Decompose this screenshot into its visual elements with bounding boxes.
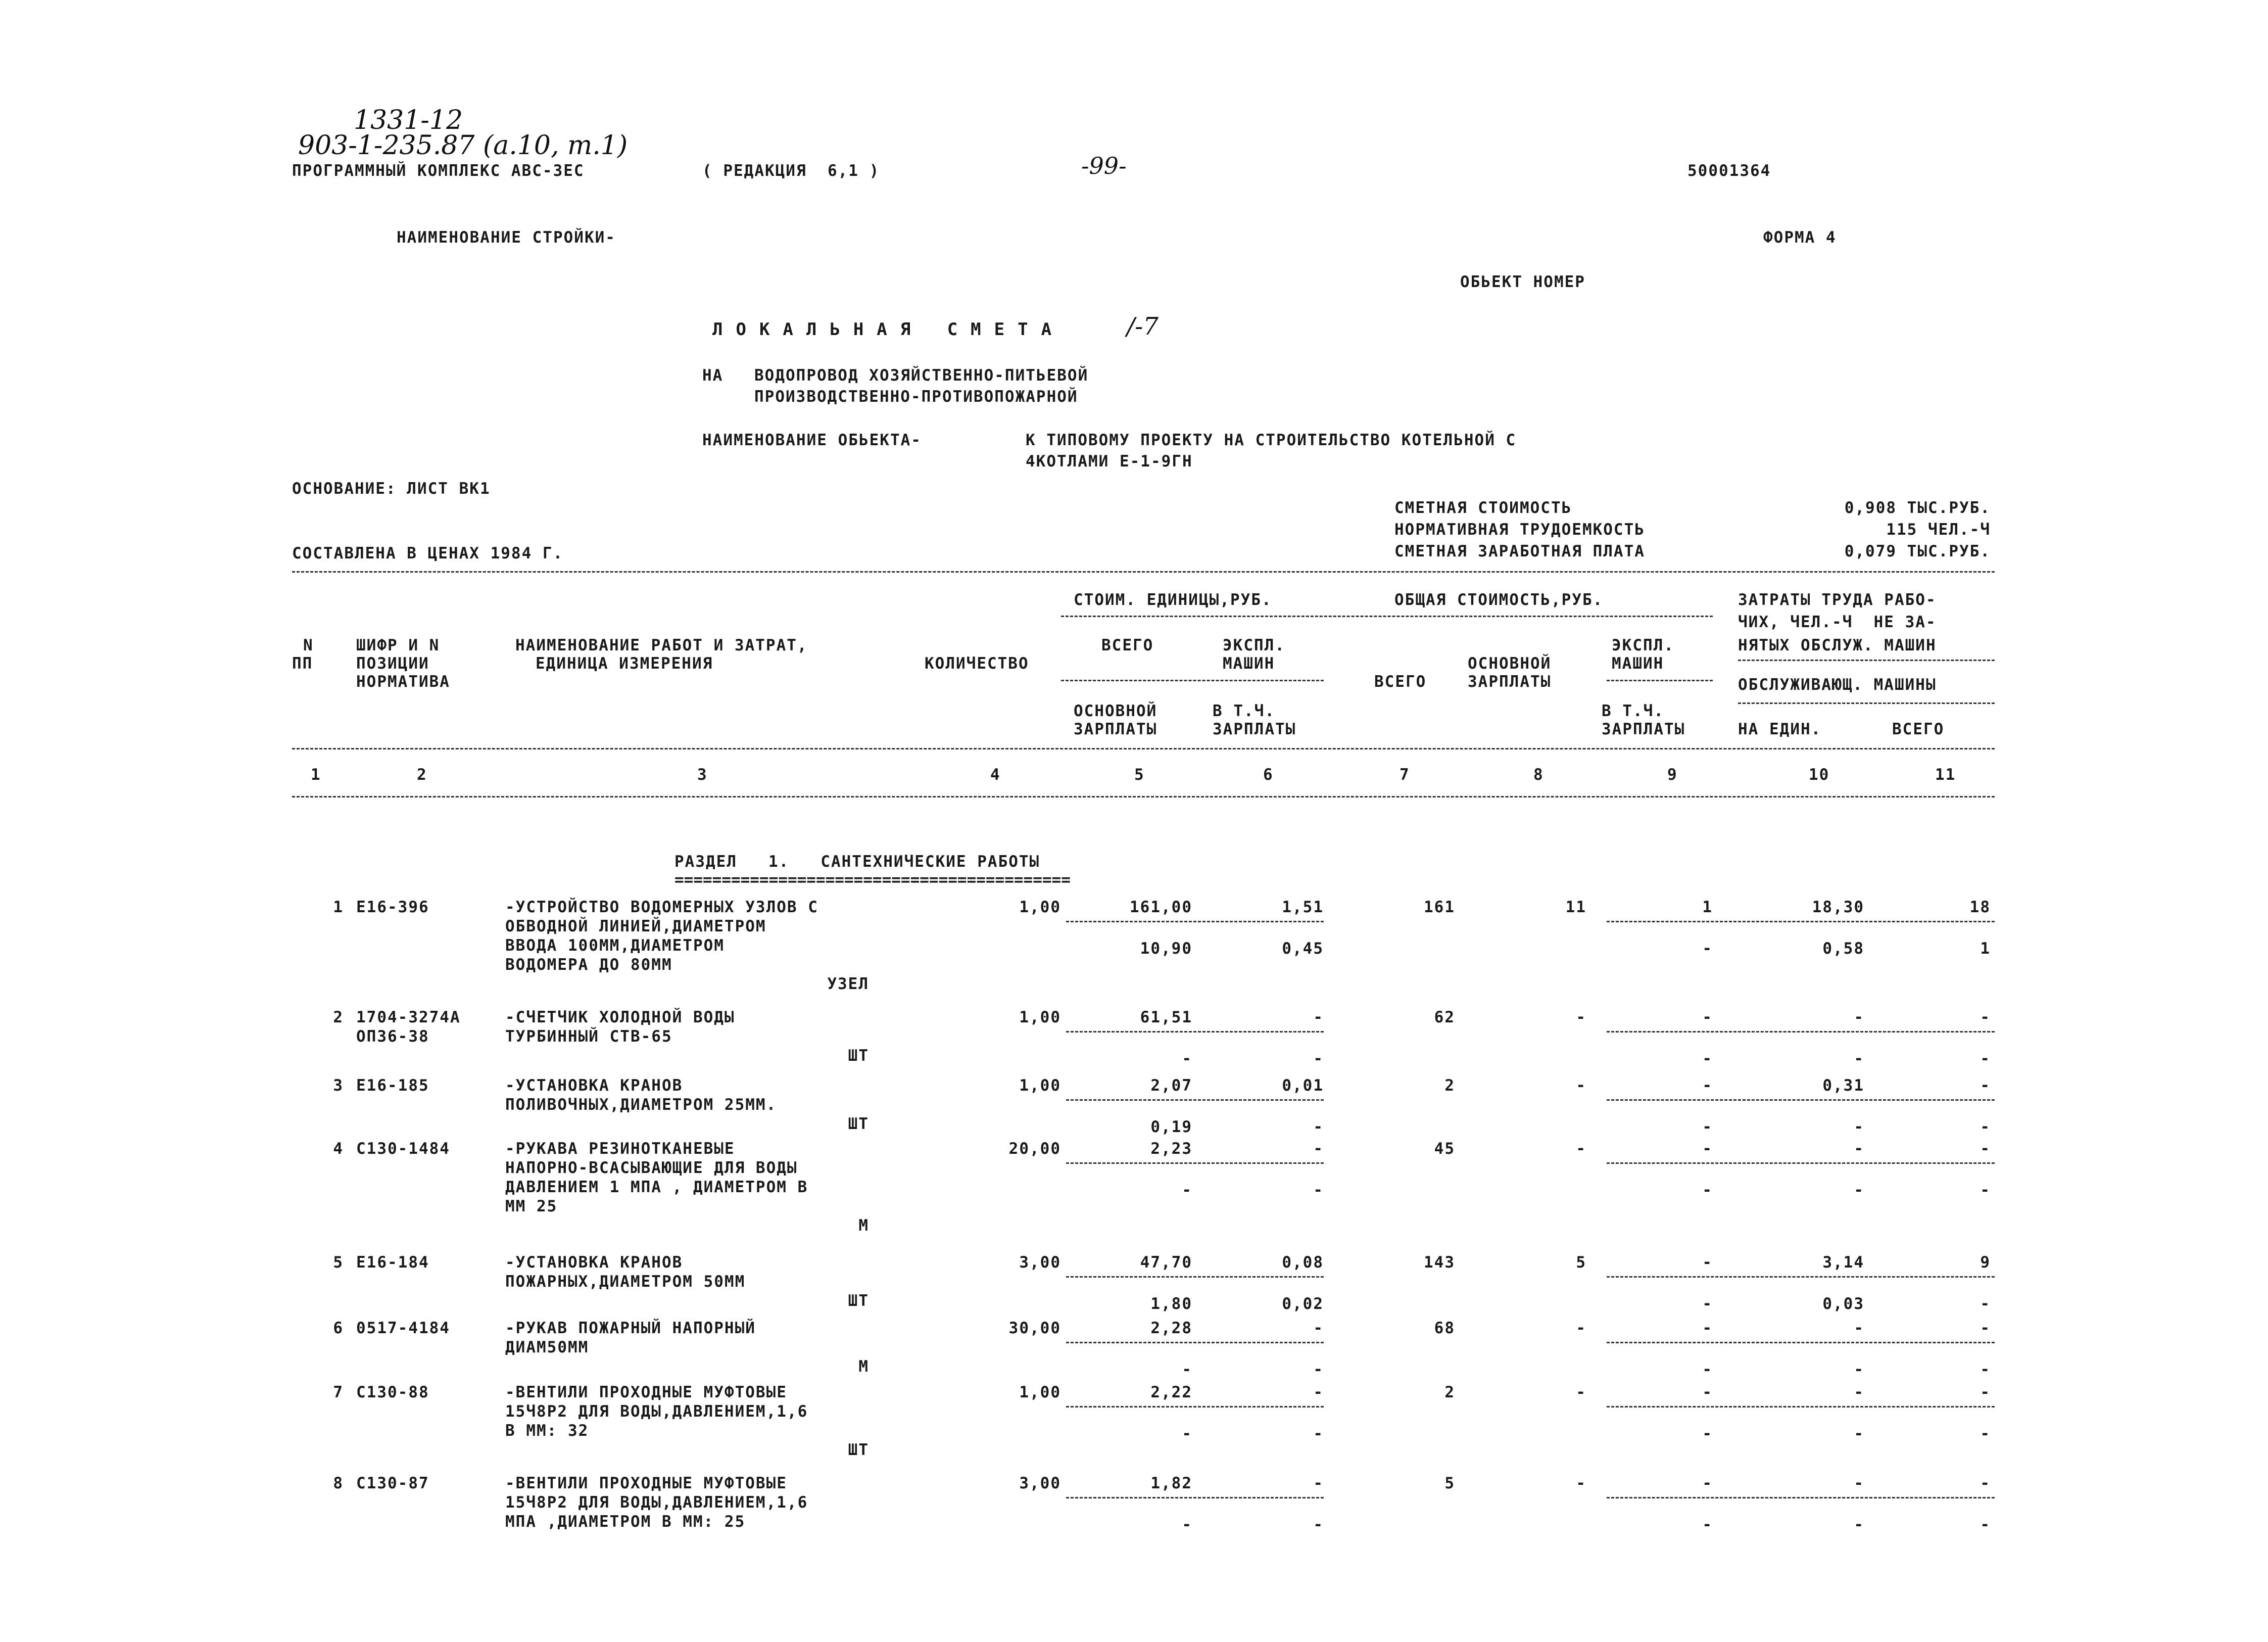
row-sub-rule bbox=[1607, 1276, 1995, 1278]
col9-label-incl: В Т.Ч. bbox=[1602, 702, 1664, 720]
col-code-label-2: ПОЗИЦИИ bbox=[356, 654, 429, 673]
row-total-expl-wage: - bbox=[1702, 1516, 1713, 1534]
row-name-line: ММ 25 bbox=[505, 1197, 558, 1215]
row-total-wage: - bbox=[1576, 1076, 1586, 1095]
row-unit-wage: - bbox=[1182, 1050, 1192, 1068]
row-unit-wage: 0,19 bbox=[1150, 1118, 1192, 1136]
program-name: ПРОГРАММНЫЙ КОМПЛЕКС АВС-3ЕС bbox=[292, 162, 585, 180]
row-number: 4 bbox=[333, 1140, 344, 1158]
row-qty: 3,00 bbox=[1019, 1253, 1061, 1272]
row-total-expl: - bbox=[1702, 1383, 1713, 1401]
col7-label-all: ВСЕГО bbox=[1374, 673, 1427, 691]
row-number: 8 bbox=[333, 1474, 344, 1492]
row-total-expl: - bbox=[1702, 1076, 1713, 1095]
col6-label-mach: МАШИН bbox=[1223, 654, 1275, 673]
row-unit: М bbox=[858, 1216, 869, 1235]
row-total-wage: - bbox=[1576, 1474, 1586, 1492]
unit-cost-sub-rule bbox=[1061, 680, 1324, 681]
labor-rule-1 bbox=[1738, 660, 1995, 661]
col-pp-label: ПП bbox=[292, 654, 313, 673]
row-total-expl: - bbox=[1702, 1140, 1713, 1158]
col9-label-expl: ЭКСПЛ. bbox=[1612, 636, 1674, 654]
column-number: 10 bbox=[1809, 766, 1830, 784]
row-unit-wage-expl: - bbox=[1313, 1516, 1324, 1534]
row-name-line: -ВЕНТИЛИ ПРОХОДНЫЕ МУФТОВЫЕ bbox=[505, 1474, 787, 1492]
row-unit-cost-all: 2,22 bbox=[1150, 1383, 1192, 1401]
row-labor-total-2: - bbox=[1980, 1360, 1991, 1379]
document-code: 50001364 bbox=[1687, 162, 1771, 180]
object-name-line-2: 4КОТЛАМИ Е-1-9ГН bbox=[1026, 452, 1193, 471]
row-labor-unit-2: - bbox=[1854, 1118, 1864, 1136]
row-labor-unit: - bbox=[1854, 1008, 1864, 1026]
row-total-expl: - bbox=[1702, 1474, 1713, 1492]
row-sub-rule bbox=[1607, 1342, 1995, 1343]
row-labor-total: - bbox=[1980, 1383, 1991, 1401]
labor-label-1: ЗАТРАТЫ ТРУДА РАБО- bbox=[1738, 591, 1937, 609]
price-basis: СОСТАВЛЕНА В ЦЕНАХ 1984 Г. bbox=[292, 544, 564, 562]
row-unit-cost-expl: 0,08 bbox=[1282, 1253, 1324, 1272]
row-total-wage: 5 bbox=[1576, 1253, 1586, 1272]
row-total-expl: 1 bbox=[1702, 898, 1713, 916]
row-number: 6 bbox=[333, 1319, 344, 1337]
row-total-expl: - bbox=[1702, 1319, 1713, 1337]
row-total: 62 bbox=[1434, 1008, 1455, 1026]
row-sub-rule bbox=[1066, 921, 1324, 922]
row-unit-wage: - bbox=[1182, 1425, 1192, 1443]
object-name-label: НАИМЕНОВАНИЕ ОБЬЕКТА- bbox=[702, 431, 922, 449]
row-sub-rule bbox=[1607, 1497, 1995, 1498]
row-unit: ШТ bbox=[848, 1441, 869, 1459]
section-title: РАЗДЕЛ 1. САНТЕХНИЧЕСКИЕ РАБОТЫ bbox=[674, 853, 1040, 871]
row-unit: М bbox=[858, 1357, 869, 1376]
row-sub-rule bbox=[1607, 921, 1995, 922]
column-number: 4 bbox=[990, 766, 1001, 784]
row-unit-wage-expl: 0,02 bbox=[1282, 1295, 1324, 1313]
handwritten-project-number: 903-1-235.87 (а.10, т.1) bbox=[298, 130, 628, 161]
col8-label-wage: ЗАРПЛАТЫ bbox=[1468, 673, 1552, 691]
row-total: 143 bbox=[1424, 1253, 1455, 1272]
row-total-expl-wage: - bbox=[1702, 1425, 1713, 1443]
row-name-line: ОБВОДНОЙ ЛИНИЕЙ,ДИАМЕТРОМ bbox=[505, 917, 766, 935]
row-qty: 1,00 bbox=[1019, 1008, 1061, 1026]
row-labor-unit: 3,14 bbox=[1822, 1253, 1864, 1272]
row-unit-cost-all: 2,07 bbox=[1150, 1076, 1192, 1095]
col-unit-cost-label: СТОИМ. ЕДИНИЦЫ,РУБ. bbox=[1074, 591, 1272, 609]
row-unit-cost-all: 47,70 bbox=[1140, 1253, 1192, 1272]
row-labor-unit-2: - bbox=[1854, 1360, 1864, 1379]
row-sub-rule bbox=[1066, 1031, 1324, 1033]
summary-value-cost: 0,908 ТЫС.РУБ. bbox=[1844, 499, 1991, 517]
row-name-line: 15Ч8Р2 ДЛЯ ВОДЫ,ДАВЛЕНИЕМ,1,6 bbox=[505, 1493, 808, 1512]
row-total: 5 bbox=[1444, 1474, 1455, 1492]
row-labor-unit: - bbox=[1854, 1474, 1864, 1492]
row-name-line: -УСТАНОВКА КРАНОВ bbox=[505, 1253, 683, 1272]
col-qty-label: КОЛИЧЕСТВО bbox=[925, 654, 1029, 673]
col6-label-incl: В Т.Ч. bbox=[1213, 702, 1275, 720]
section-underline: ========================================== bbox=[674, 871, 1071, 889]
table-head-rule bbox=[292, 748, 1995, 749]
row-code: Е16-184 bbox=[356, 1253, 429, 1272]
row-total-wage: 11 bbox=[1565, 898, 1586, 916]
row-name-line: 15Ч8Р2 ДЛЯ ВОДЫ,ДАВЛЕНИЕМ,1,6 bbox=[505, 1402, 808, 1421]
row-sub-rule bbox=[1066, 1342, 1324, 1343]
row-labor-total: - bbox=[1980, 1474, 1991, 1492]
row-labor-unit: 0,31 bbox=[1822, 1076, 1864, 1095]
row-unit: ШТ bbox=[848, 1292, 869, 1310]
row-labor-unit-2: - bbox=[1854, 1181, 1864, 1199]
row-sub-rule bbox=[1607, 1162, 1995, 1164]
row-code: 1704-3274А bbox=[356, 1008, 461, 1026]
column-number: 7 bbox=[1400, 766, 1410, 784]
row-sub-rule bbox=[1607, 1406, 1995, 1408]
row-unit: УЗЕЛ bbox=[827, 975, 869, 993]
col9-sub-rule bbox=[1607, 680, 1713, 681]
row-name-line: -УСТАНОВКА КРАНОВ bbox=[505, 1076, 683, 1095]
page-number: -99- bbox=[1081, 152, 1127, 179]
row-code: С130-88 bbox=[356, 1383, 429, 1401]
row-name-line: МПА ,ДИАМЕТРОМ В ММ: 25 bbox=[505, 1513, 746, 1531]
row-name-line: ВВОДА 100ММ,ДИАМЕТРОМ bbox=[505, 936, 725, 955]
row-labor-total-2: - bbox=[1980, 1050, 1991, 1068]
col5-label-base: ОСНОВНОЙ bbox=[1074, 702, 1157, 720]
col-total-cost-label: ОБЩАЯ СТОИМОСТЬ,РУБ. bbox=[1394, 591, 1604, 609]
row-labor-total: - bbox=[1980, 1008, 1991, 1026]
row-total-expl-wage: - bbox=[1702, 1181, 1713, 1199]
row-labor-total: - bbox=[1980, 1319, 1991, 1337]
row-unit-cost-expl: - bbox=[1313, 1319, 1324, 1337]
row-labor-unit-2: - bbox=[1854, 1425, 1864, 1443]
object-name-line-1: К ТИПОВОМУ ПРОЕКТУ НА СТРОИТЕЛЬСТВО КОТЕЛЬНОЙ С bbox=[1026, 431, 1517, 449]
summary-label-labor: НОРМАТИВНАЯ ТРУДОЕМКОСТЬ bbox=[1394, 521, 1645, 539]
column-number: 1 bbox=[311, 766, 321, 784]
row-name-line: ДАВЛЕНИЕМ 1 МПА , ДИАМЕТРОМ В bbox=[505, 1178, 808, 1196]
row-sub-rule bbox=[1066, 1406, 1324, 1408]
row-total-wage: - bbox=[1576, 1319, 1586, 1337]
row-sub-rule bbox=[1066, 1497, 1324, 1498]
row-labor-unit-2: - bbox=[1854, 1516, 1864, 1534]
row-total-expl-wage: - bbox=[1702, 1050, 1713, 1068]
row-name-line: -РУКАВА РЕЗИНОТКАНЕВЫЕ bbox=[505, 1140, 735, 1158]
row-labor-unit: - bbox=[1854, 1319, 1864, 1337]
column-number: 5 bbox=[1134, 766, 1145, 784]
row-unit-wage-expl: - bbox=[1313, 1050, 1324, 1068]
row-labor-unit-2: 0,03 bbox=[1822, 1295, 1864, 1313]
row-labor-total-2: - bbox=[1980, 1118, 1991, 1136]
row-total: 68 bbox=[1434, 1319, 1455, 1337]
row-sub-rule bbox=[1066, 1162, 1324, 1164]
row-total-expl-wage: - bbox=[1702, 1118, 1713, 1136]
row-unit: ШТ bbox=[848, 1047, 869, 1065]
col-code-label-3: НОРМАТИВА bbox=[356, 673, 450, 691]
col-name-label-1: НАИМЕНОВАНИЕ РАБОТ И ЗАТРАТ, bbox=[515, 636, 808, 654]
row-labor-total: 9 bbox=[1980, 1253, 1991, 1272]
col6-label-expl: ЭКСПЛ. bbox=[1223, 636, 1285, 654]
handwritten-archive-number: 1331-12 bbox=[354, 105, 463, 135]
col9-label-mach: МАШИН bbox=[1612, 654, 1664, 673]
column-number: 6 bbox=[1263, 766, 1274, 784]
row-total: 161 bbox=[1424, 898, 1455, 916]
col-code-label-1: ШИФР И N bbox=[356, 636, 440, 654]
row-unit-cost-expl: - bbox=[1313, 1474, 1324, 1492]
col8-label-base: ОСНОВНОЙ bbox=[1468, 654, 1552, 673]
row-number: 3 bbox=[333, 1076, 344, 1095]
row-unit-cost-all: 1,82 bbox=[1150, 1474, 1192, 1492]
labor-rule-2 bbox=[1738, 702, 1995, 704]
row-qty: 1,00 bbox=[1019, 898, 1061, 916]
row-unit-cost-expl: - bbox=[1313, 1008, 1324, 1026]
col6-label-wage: ЗАРПЛАТЫ bbox=[1213, 720, 1296, 738]
row-name-line: ДИАМ50ММ bbox=[505, 1338, 589, 1356]
row-sub-rule bbox=[1607, 1099, 1995, 1101]
row-name-line: -СЧЕТЧИК ХОЛОДНОЙ ВОДЫ bbox=[505, 1008, 735, 1026]
summary-value-labor: 115 ЧЕЛ.-Ч bbox=[1886, 521, 1991, 539]
row-unit-wage-expl: - bbox=[1313, 1360, 1324, 1379]
labor-label-2: ЧИХ, ЧЕЛ.-Ч НЕ ЗА- bbox=[1738, 613, 1937, 631]
row-labor-total-2: - bbox=[1980, 1295, 1991, 1313]
row-sub-rule bbox=[1607, 1031, 1995, 1033]
row-unit-cost-all: 61,51 bbox=[1140, 1008, 1192, 1026]
row-total-expl-wage: - bbox=[1702, 940, 1713, 958]
program-edition: ( РЕДАКЦИЯ 6,1 ) bbox=[702, 162, 880, 180]
row-unit-cost-expl: 1,51 bbox=[1282, 898, 1324, 916]
row-code-line-2: ОП36-38 bbox=[356, 1027, 429, 1046]
row-labor-total: - bbox=[1980, 1140, 1991, 1158]
purpose-line-1: ВОДОПРОВОД ХОЗЯЙСТВЕННО-ПИТЬЕВОЙ bbox=[754, 366, 1089, 385]
purpose-prefix: НА bbox=[702, 366, 723, 385]
row-unit-cost-all: 2,28 bbox=[1150, 1319, 1192, 1337]
row-code: С130-87 bbox=[356, 1474, 429, 1492]
row-unit-cost-all: 161,00 bbox=[1130, 898, 1192, 916]
column-number: 9 bbox=[1667, 766, 1678, 784]
row-code: С130-1484 bbox=[356, 1140, 450, 1158]
construction-name-label: НАИМЕНОВАНИЕ СТРОЙКИ- bbox=[397, 228, 616, 247]
row-labor-total-2: - bbox=[1980, 1181, 1991, 1199]
row-sub-rule bbox=[1066, 1276, 1324, 1278]
column-number: 11 bbox=[1935, 766, 1956, 784]
row-name-line: В ММ: 32 bbox=[505, 1422, 589, 1440]
row-unit: ШТ bbox=[848, 1115, 869, 1133]
row-total: 45 bbox=[1434, 1140, 1455, 1158]
row-labor-unit: - bbox=[1854, 1383, 1864, 1401]
col-name-label-2: ЕДИНИЦА ИЗМЕРЕНИЯ bbox=[536, 654, 713, 673]
row-total-expl: - bbox=[1702, 1253, 1713, 1272]
table-top-rule bbox=[292, 571, 1995, 573]
document-title: ЛОКАЛЬНАЯ СМЕТА bbox=[712, 319, 1065, 340]
row-unit-cost-expl: - bbox=[1313, 1383, 1324, 1401]
row-qty: 1,00 bbox=[1019, 1383, 1061, 1401]
row-code: 0517-4184 bbox=[356, 1319, 450, 1337]
row-unit-wage: - bbox=[1182, 1181, 1192, 1199]
table-colnum-rule bbox=[292, 796, 1995, 797]
labor-label-5: НА ЕДИН. bbox=[1738, 720, 1822, 738]
row-total-expl-wage: - bbox=[1702, 1360, 1713, 1379]
row-number: 5 bbox=[333, 1253, 344, 1272]
row-name-line: -ВЕНТИЛИ ПРОХОДНЫЕ МУФТОВЫЕ bbox=[505, 1383, 787, 1401]
row-unit-wage: - bbox=[1182, 1360, 1192, 1379]
summary-label-wage: СМЕТНАЯ ЗАРАБОТНАЯ ПЛАТА bbox=[1394, 542, 1645, 560]
row-total-wage: - bbox=[1576, 1383, 1586, 1401]
form-number: ФОРМА 4 bbox=[1763, 228, 1837, 247]
row-labor-total-2: - bbox=[1980, 1516, 1991, 1534]
row-labor-total-2: 1 bbox=[1980, 940, 1991, 958]
row-labor-unit: - bbox=[1854, 1140, 1864, 1158]
row-unit-wage-expl: - bbox=[1313, 1181, 1324, 1199]
row-unit-cost-expl: - bbox=[1313, 1140, 1324, 1158]
col9-label-wage: ЗАРПЛАТЫ bbox=[1602, 720, 1685, 738]
row-unit-wage: 1,80 bbox=[1150, 1295, 1192, 1313]
estimate-number: /-7 bbox=[1127, 312, 1159, 341]
row-name-line: ТУРБИННЫЙ СТВ-65 bbox=[505, 1027, 672, 1046]
row-number: 7 bbox=[333, 1383, 344, 1401]
summary-label-cost: СМЕТНАЯ СТОИМОСТЬ bbox=[1394, 499, 1572, 517]
row-labor-total-2: - bbox=[1980, 1425, 1991, 1443]
summary-value-wage: 0,079 ТЫС.РУБ. bbox=[1844, 542, 1991, 560]
row-name-line: ПОЖАРНЫХ,ДИАМЕТРОМ 50ММ bbox=[505, 1273, 746, 1291]
row-qty: 20,00 bbox=[1008, 1140, 1061, 1158]
row-labor-unit: 18,30 bbox=[1812, 898, 1864, 916]
row-unit-wage-expl: 0,45 bbox=[1282, 940, 1324, 958]
row-unit-cost-expl: 0,01 bbox=[1282, 1076, 1324, 1095]
row-labor-total: - bbox=[1980, 1076, 1991, 1095]
row-labor-total: 18 bbox=[1969, 898, 1991, 916]
row-unit-wage-expl: - bbox=[1313, 1425, 1324, 1443]
row-name-line: ВОДОМЕРА ДО 80ММ bbox=[505, 956, 672, 974]
row-labor-unit-2: - bbox=[1854, 1050, 1864, 1068]
row-qty: 3,00 bbox=[1019, 1474, 1061, 1492]
row-code: Е16-185 bbox=[356, 1076, 429, 1095]
basis: ОСНОВАНИЕ: ЛИСТ ВК1 bbox=[292, 480, 491, 498]
row-total-wage: - bbox=[1576, 1008, 1586, 1026]
row-name-line: -РУКАВ ПОЖАРНЫЙ НАПОРНЫЙ bbox=[505, 1319, 756, 1337]
object-number-label: ОБЬЕКТ НОМЕР bbox=[1460, 273, 1585, 291]
row-unit-cost-all: 2,23 bbox=[1150, 1140, 1192, 1158]
col5-label-wage: ЗАРПЛАТЫ bbox=[1074, 720, 1157, 738]
labor-label-3: НЯТЫХ ОБСЛУЖ. МАШИН bbox=[1738, 636, 1937, 654]
column-number: 3 bbox=[697, 766, 708, 784]
column-number: 8 bbox=[1533, 766, 1544, 784]
row-total-wage: - bbox=[1576, 1140, 1586, 1158]
row-unit-wage-expl: - bbox=[1313, 1118, 1324, 1136]
row-number: 2 bbox=[333, 1008, 344, 1026]
unit-cost-rule bbox=[1061, 616, 1713, 617]
row-name-line: ПОЛИВОЧНЫХ,ДИАМЕТРОМ 25ММ. bbox=[505, 1096, 777, 1114]
row-total: 2 bbox=[1444, 1383, 1455, 1401]
row-name-line: -УСТРОЙСТВО ВОДОМЕРНЫХ УЗЛОВ С bbox=[505, 898, 818, 916]
row-unit-wage: 10,90 bbox=[1140, 940, 1192, 958]
row-code: Е16-396 bbox=[356, 898, 429, 916]
labor-label-4: ОБСЛУЖИВАЮЩ. МАШИНЫ bbox=[1738, 676, 1937, 694]
row-sub-rule bbox=[1066, 1099, 1324, 1101]
row-name-line: НАПОРНО-ВСАСЫВАЮЩИЕ ДЛЯ ВОДЫ bbox=[505, 1159, 798, 1177]
row-qty: 1,00 bbox=[1019, 1076, 1061, 1095]
row-labor-unit-2: 0,58 bbox=[1822, 940, 1864, 958]
row-total-expl: - bbox=[1702, 1008, 1713, 1026]
labor-label-6: ВСЕГО bbox=[1892, 720, 1945, 738]
purpose-line-2: ПРОИЗВОДСТВЕННО-ПРОТИВОПОЖАРНОЙ bbox=[754, 388, 1078, 406]
col-n-label: N bbox=[303, 636, 314, 654]
row-total-expl-wage: - bbox=[1702, 1295, 1713, 1313]
row-total: 2 bbox=[1444, 1076, 1455, 1095]
row-qty: 30,00 bbox=[1008, 1319, 1061, 1337]
column-number: 2 bbox=[417, 766, 427, 784]
row-unit-wage: - bbox=[1182, 1516, 1192, 1534]
row-number: 1 bbox=[333, 898, 344, 916]
col5-label-all: ВСЕГО bbox=[1101, 636, 1154, 654]
